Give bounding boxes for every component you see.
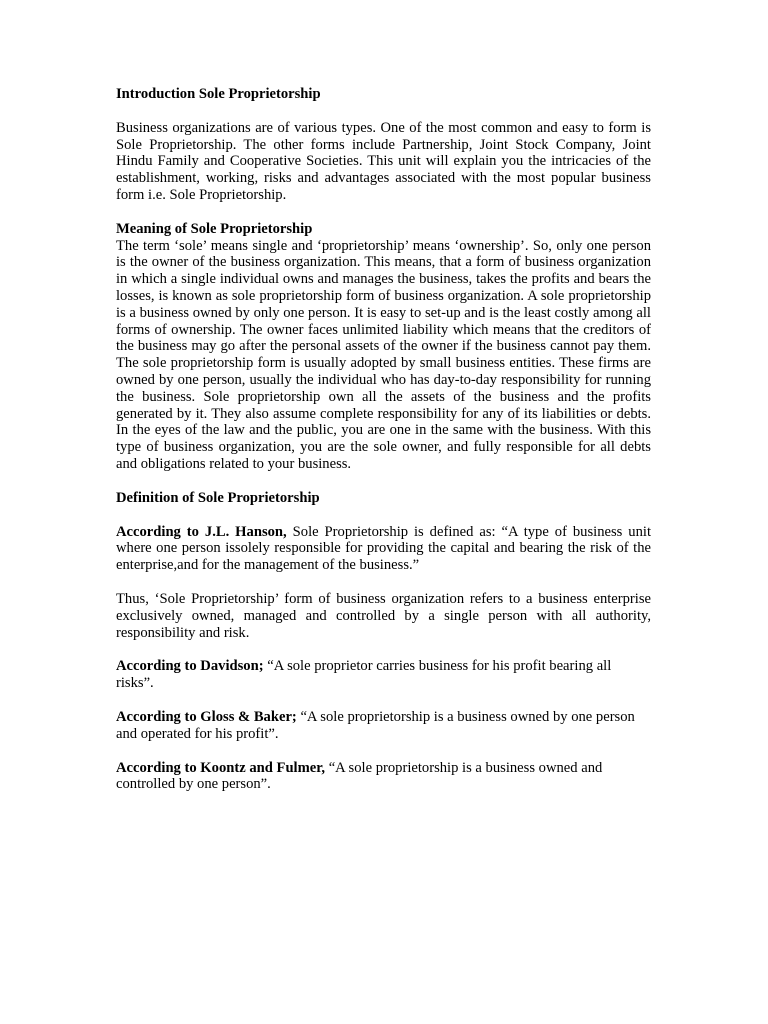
hanson-definition	[116, 524, 651, 574]
spacer	[116, 103, 651, 120]
document-page	[116, 86, 651, 793]
spacer	[116, 507, 651, 524]
gloss-baker-lead: According to Gloss & Baker;	[116, 708, 297, 725]
koontz-fulmer-lead: According to Koontz and Fulmer,	[116, 759, 326, 776]
koontz-fulmer-definition	[116, 760, 651, 794]
gloss-baker-text: “A sole proprietorship is a business owned by one person and operated for his profit”.	[116, 708, 635, 742]
meaning-heading: Meaning of Sole Proprietorship	[116, 220, 313, 237]
definition-heading: Definition of Sole Proprietorship	[116, 489, 320, 506]
davidson-text: “A sole proprietor carries business for his profit bearing all risks”.	[116, 658, 612, 692]
davidson-lead: According to Davidson;	[116, 658, 264, 675]
gloss-baker-definition	[116, 709, 651, 743]
koontz-fulmer-text: “A sole proprietorship is a business owned and controlled by one person”.	[116, 759, 603, 793]
spacer	[116, 692, 651, 709]
hanson-text: Sole Proprietorship is defined as: “A type of business unit where one person issolely responsible for providing the capital and bearing the risk of the enterprise,and for the management of the business.”	[116, 523, 652, 574]
spacer	[116, 204, 651, 221]
meaning-paragraph: The term ‘sole’ means single and ‘proprietorship’ means ‘ownership’. So, only one person is the owner of the business organization. This means, that a form of business organization in which a single individual owns and manages the business, takes the profits and bears the losses, is known as sole proprietorship form of business organization. A sole proprietorship is a business owned by only one person. It is easy to set-up and is the least costly among all forms of ownership. The owner faces unlimited liability which means that the creditors of the business may go after the personal assets of the owner if the business cannot pay them. The sole proprietorship form is usually adopted by small business entities. These firms are owned by one person, usually the individual who has day-to-day responsibility for running the business. Sole proprietorship own all the assets of the business and the profits generated by it. They also assume complete responsibility for any of its liabilities or debts. In the eyes of the law and the public, you are one in the same with the business. With this type of business organization, you are the sole owner, and fully responsible for all debts and obligations related to your business.	[116, 237, 651, 472]
davidson-definition	[116, 658, 651, 692]
spacer	[116, 574, 651, 591]
spacer	[116, 473, 651, 490]
hanson-lead: According to J.L. Hanson,	[116, 523, 287, 540]
spacer	[116, 743, 651, 760]
spacer	[116, 641, 651, 658]
thus-paragraph: Thus, ‘Sole Proprietorship’ form of business organization refers to a business enterprise exclusively owned, managed and controlled by a single person with all authority, responsibility and risk.	[116, 590, 651, 641]
intro-heading: Introduction Sole Proprietorship	[116, 86, 321, 102]
intro-paragraph: Business organizations are of various types. One of the most common and easy to form is Sole Proprietorship. The other forms include Partnership, Joint Stock Company, Joint Hindu Family and Cooperative Societies. This unit will explain you the intricacies of the establishment, working, risks and advantages associated with the most popular business form i.e. Sole Proprietorship.	[116, 119, 651, 203]
